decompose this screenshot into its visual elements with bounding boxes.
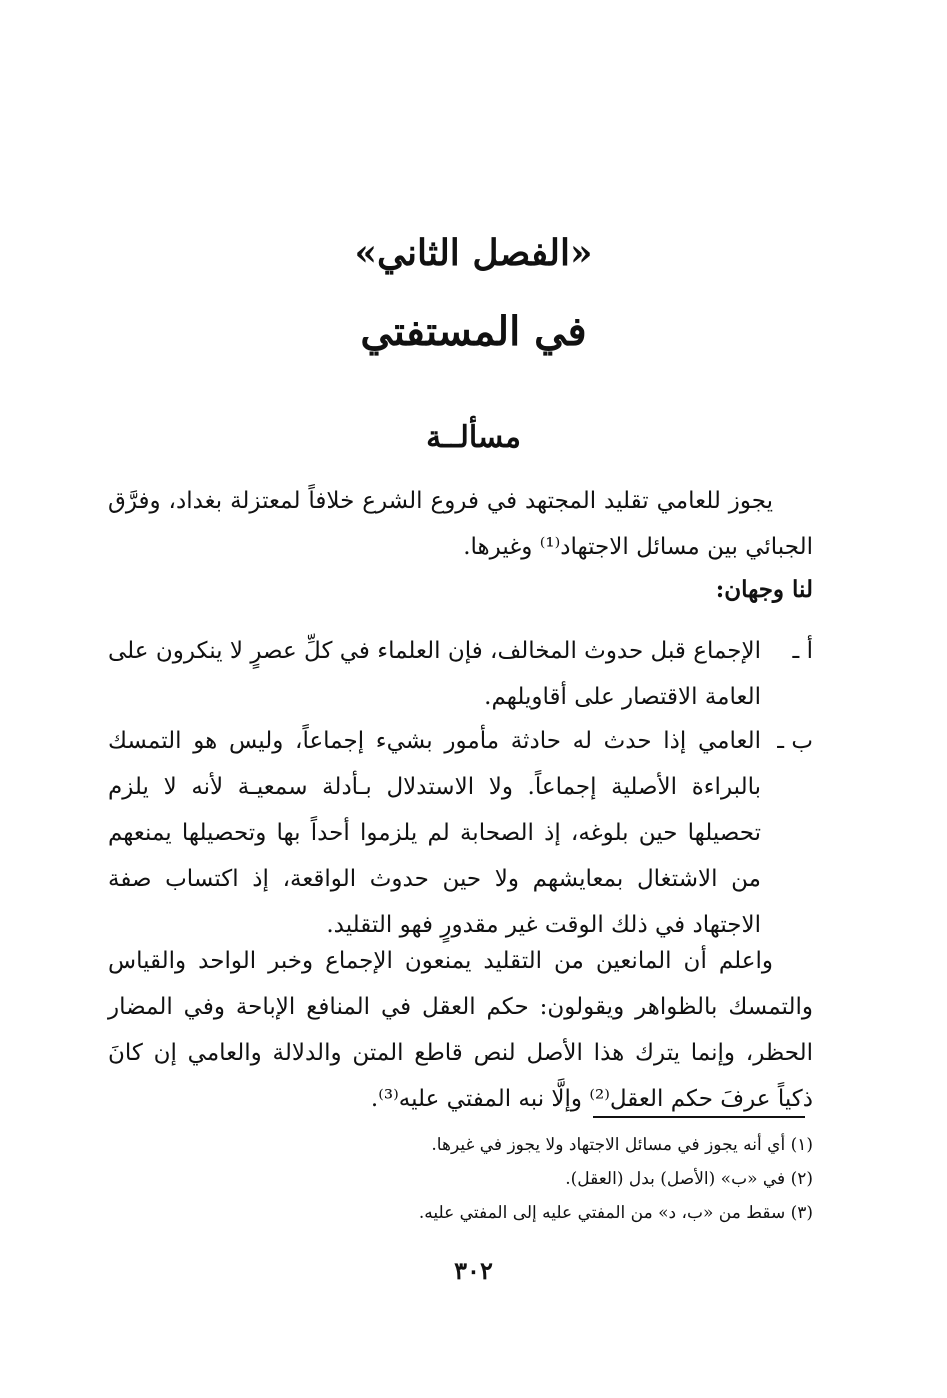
argument-text: الإجماع قبل حدوث المخالف، فإن العلماء في كلِّ عصرٍ لا ينكرون على العامة الاقتصار على أقاويلهم. bbox=[108, 638, 761, 710]
closing-paragraph: واعلم أن المانعين من التقليد يمنعون الإجماع وخبر الواحد والقياس والتمسك بالظواهر ويقولون: حكم العقل في المنافع الإباحة وفي المضار الحظر، وإنما يترك هذا الأصل لنص قاطع المتن والدلالة والعامي إن كانَ ذكياً عرفَ حكم العقل⁽²⁾ وإلَّا نبه المفتي عليه⁽³⁾. bbox=[108, 948, 813, 1112]
argument-letter: أ ـ bbox=[792, 638, 813, 664]
section-title: مسألــة bbox=[426, 420, 521, 455]
argument-item-b bbox=[108, 718, 813, 948]
arguments-heading: لنا وجهان: bbox=[715, 576, 813, 603]
argument-text: العامي إذا حدث له حادثة مأمور بشيء إجماعاً، وليس هو التمسك بالبراءة الأصلية إجماعاً. ولا الاستدلال بـأدلة سمعيـة لأنه لا يلزم تحصيلها حين بلوغه، إذ الصحابة لم يلزموا أحداً بها وتحصيلها يمنعهم من الاشتغال بمعايشهم ولا حين حدوث الواقعة، إذ اكتساب صفة الاجتهاد في ذلك الوقت غير مقدورٍ فهو التقليد. bbox=[108, 728, 761, 938]
chapter-subtitle: في المستفتي bbox=[360, 308, 587, 355]
chapter-title: «الفصل الثاني» bbox=[354, 232, 593, 274]
footnote: (٢) في «ب» (الأصل) بدل (العقل). bbox=[565, 1169, 813, 1189]
footnotes bbox=[108, 1128, 813, 1230]
footnote: (٣) سقط من «ب، د» من المفتي عليه إلى المفتي عليه. bbox=[418, 1203, 813, 1223]
footnote-divider bbox=[593, 1116, 805, 1118]
argument-item-a bbox=[108, 628, 813, 720]
argument-letter: ب ـ bbox=[777, 728, 813, 754]
page-number: ٣٠٢ bbox=[454, 1256, 493, 1285]
opening-paragraph: يجوز للعامي تقليد المجتهد في فروع الشرع خلافاً لمعتزلة بغداد، وفرَّق الجبائي بين مسائل الاجتهاد⁽¹⁾ وغيرها. bbox=[108, 488, 813, 560]
footnote: (١) أي أنه يجوز في مسائل الاجتهاد ولا يجوز في غيرها. bbox=[431, 1135, 813, 1155]
